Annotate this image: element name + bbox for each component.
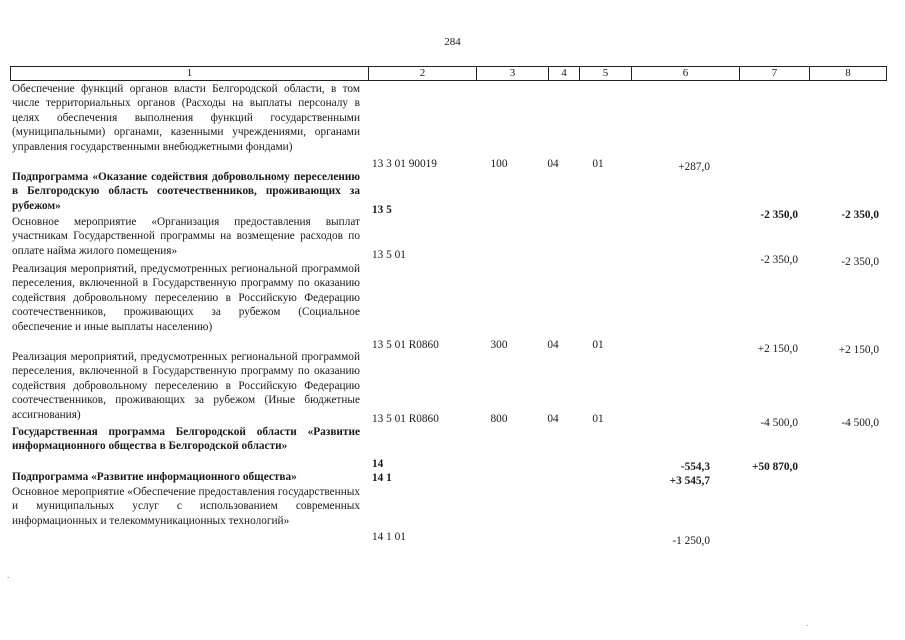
header-col-7: 7 xyxy=(739,66,809,80)
header-col-1: 1 xyxy=(10,66,368,80)
row-col6: +287,0 xyxy=(678,161,710,173)
row-description: Обеспечение функций органов власти Белгородской области, в том числе территориальных органов (Расходы на выплаты персоналу в целях обеспечения выполнения функций государственными (муниципальными) органами, казенными учреждениями, органами управления государственными внебюджетными фондами) xyxy=(12,83,360,153)
row-description: Основное мероприятие «Организация предоставления выплат участникам Государственной программы на возмещение расходов по оплате найма жилого помещения» xyxy=(12,216,360,257)
row-col7: +50 870,0 xyxy=(752,461,798,473)
row-description: Реализация мероприятий, предусмотренных региональной программой переселения, включенной в Государственную программу по оказанию содействия добровольному переселению в Российскую Федерацию соотечественников, проживающих за рубежом (Иные бюджетные ассигнования) xyxy=(12,351,360,421)
row-col6: +3 545,7 xyxy=(669,475,710,487)
table-header xyxy=(10,66,887,80)
row-code: 13 5 01 xyxy=(372,249,406,261)
row-code: 13 3 01 90019 xyxy=(372,158,437,170)
row-description: Подпрограмма «Оказание содействия добровольному переселению в Белгородскую область соотечественников, проживающих за рубежом» xyxy=(12,171,360,212)
row-description: Основное мероприятие «Обеспечение предоставления государственных и муниципальных услуг с использованием современных информационных и телекоммуникационных технологий» xyxy=(12,486,360,527)
header-col-6: 6 xyxy=(631,66,739,80)
row-col7: -2 350,0 xyxy=(760,254,798,266)
header-col-5: 5 xyxy=(579,66,631,80)
row-vr: 100 xyxy=(490,158,508,170)
header-col-4: 4 xyxy=(548,66,579,80)
scan-speck: . xyxy=(7,570,10,580)
row-vr: 800 xyxy=(490,413,508,425)
row-code: 14 xyxy=(372,458,384,470)
row-vr: 300 xyxy=(490,339,508,351)
row-pr: 01 xyxy=(592,339,604,351)
row-col6: -1 250,0 xyxy=(672,535,710,547)
header-col-3: 3 xyxy=(476,66,548,80)
row-col7: -2 350,0 xyxy=(760,209,798,221)
row-rz: 04 xyxy=(547,413,559,425)
row-col7: +2 150,0 xyxy=(757,343,798,355)
row-col6: -554,3 xyxy=(680,461,710,473)
row-col8: -4 500,0 xyxy=(841,417,879,429)
row-rz: 04 xyxy=(547,339,559,351)
scan-speck: . xyxy=(806,618,809,628)
row-description: Подпрограмма «Развитие информационного общества» xyxy=(12,471,297,483)
row-col8: +2 150,0 xyxy=(838,344,879,356)
row-code: 14 1 xyxy=(372,472,392,484)
row-col7: -4 500,0 xyxy=(760,417,798,429)
page-number: 284 xyxy=(444,36,461,48)
row-description: Государственная программа Белгородской области «Развитие информационного общества в Белгородской области» xyxy=(12,426,360,453)
row-description: Реализация мероприятий, предусмотренных региональной программой переселения, включенной в Государственную программу по оказанию содействия добровольному переселению в Российскую Федерацию соотечественников, проживающих за рубежом (Социальное обеспечение и иные выплаты населению) xyxy=(12,263,360,333)
row-code: 13 5 01 R0860 xyxy=(372,339,439,351)
row-col8: -2 350,0 xyxy=(841,256,879,268)
row-code: 14 1 01 xyxy=(372,531,406,543)
row-code: 13 5 01 R0860 xyxy=(372,413,439,425)
header-col-8: 8 xyxy=(809,66,887,80)
row-pr: 01 xyxy=(592,158,604,170)
row-code: 13 5 xyxy=(372,204,392,216)
row-col8: -2 350,0 xyxy=(841,209,879,221)
header-col-2: 2 xyxy=(368,66,476,80)
row-rz: 04 xyxy=(547,158,559,170)
row-pr: 01 xyxy=(592,413,604,425)
